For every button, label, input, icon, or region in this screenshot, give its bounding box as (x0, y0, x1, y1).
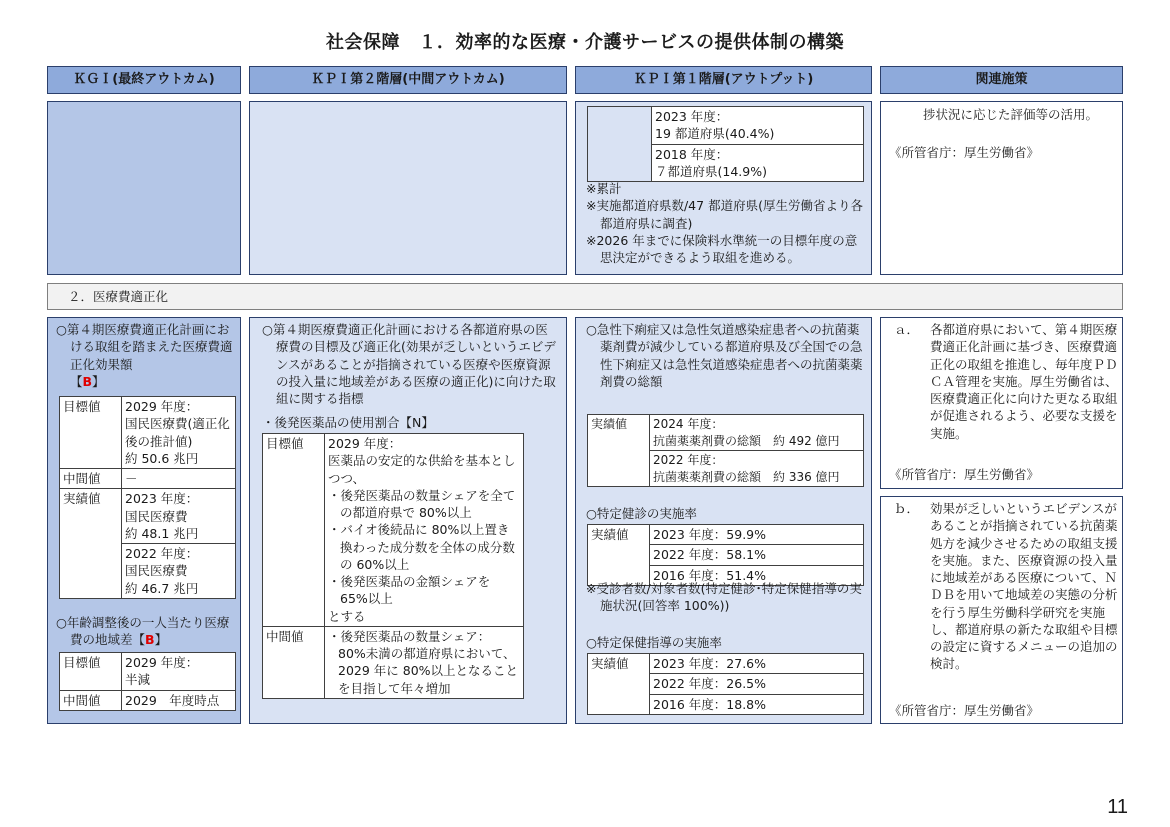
kpi2-target-value: 2029 年度： 医薬品の安定的な供給を基本としつつ、 ・後発医薬品の数量シェアを全て の都道府県で 80%以上 ・バイオ後続品に 80%以上置き換わった成分数を全体の成分数の 60%以上 ・後発医薬品の金額シェアを 65%以上 とする (325, 434, 524, 627)
kgi-item2: ○年齢調整後の一人当たり医療費の地域差【B】 (56, 615, 230, 648)
kgi-table1: 目標値 2029 年度： 国民医療費(適正化後の推計値) 約 50.6 兆円 中間値 － 実績値 2023 年度： 国民医療費 約 48.1 兆円 2022 年度： 国民医療費 約 46.7 兆円 (59, 396, 236, 599)
kpi1-item1: ○急性下痢症又は急性気道感染症患者への抗菌薬薬剤費が減少している都道府県及び全国での急性下痢症又は急性気道感染症患者への抗菌薬薬剤費の総額 (586, 322, 863, 389)
policy-a-ministry: 《所管省庁：厚生労働省》 (889, 467, 1040, 482)
top-kgi-cell (47, 101, 241, 275)
top-kpi1-notes: ※累計 ※実施都道府県数/47 都道府県(厚生労働省より各都道府県に調査) ※2026 年までに保険料水準統一の目標年度の意思決定ができるよう取組を進める。 (586, 181, 863, 265)
kgi-table2: 目標値 2029 年度： 半減 中間値 2029 年度時点 (59, 652, 236, 711)
policy-a: ａ． 各都道府県において、第４期医療費適正化計画に基づき、医療費適正化の取組を推進し、毎年度ＰＤＣＡ管理を実施。厚生労働省は、医療費適正化に向けた更なる取組が促進されるよう、必要な支援を実施。 (894, 322, 1118, 441)
header-kpi2: ＫＰＩ第２階層(中間アウトカム) (249, 66, 567, 94)
header-policy: 関連施策 (880, 66, 1123, 94)
kpi1-item2: ○特定健診の実施率 (586, 506, 697, 521)
top-kpi1-table (587, 106, 864, 182)
kpi1-table3: 実績値 2023 年度：27.6% 2022 年度：26.5% 2016 年度：18.8% (587, 653, 864, 715)
policy-b: ｂ． 効果が乏しいというエビデンスがあることが指摘されている抗菌薬処方を減少させるための取組支援を実施。また、医療資源の投入量に地域差がある医療について、ＮＤＢを用いて地域差の実態の分析を行う厚生労働科学研究を実施し、都道府県の新たな取組や目標の設定に資するメニューの追加の検討。 (894, 501, 1118, 672)
kpi1-cell (575, 317, 872, 724)
kpi2-sub: ・後発医薬品の使用割合【N】 (262, 415, 434, 430)
top-kpi1-cell (575, 101, 872, 275)
kgi-rank-badge-2: B (145, 632, 155, 648)
top-policy-cell: 捗状況に応じた評価等の活用。 《所管省庁：厚生労働省》 (880, 101, 1123, 275)
kpi1-table1: 実績値 2024 年度： 抗菌薬薬剤費の総額 約 492 億円 2022 年度： 抗菌薬薬剤費の総額 約 336 億円 (587, 414, 864, 487)
kpi2-cell (249, 317, 567, 724)
page-number: 11 (1107, 796, 1128, 818)
kpi2-mid-value: ・後発医薬品の数量シェア： 80%未満の都道府県において、2029 年に 80%以上となることを目指して年々増加 (325, 626, 524, 698)
kgi-cell (47, 317, 241, 724)
kpi1-note2: ※受診者数/対象者数(特定健診･特定保健指導の実施状況(回答率 100%)) (586, 581, 862, 614)
top-kpi1-row2: 2018 年度： ７都道府県(14.9%) (652, 144, 864, 182)
kpi1-table2: 実績値 2023 年度：59.9% 2022 年度：58.1% 2016 年度：51.4% (587, 524, 864, 586)
policy-b-ministry: 《所管省庁：厚生労働省》 (889, 703, 1040, 718)
page-title: 社会保障 １．効率的な医療・介護サービスの提供体制の構築 (326, 32, 844, 53)
kgi-rank-badge: B (82, 373, 93, 389)
kpi2-intro: ○第４期医療費適正化計画における各都道府県の医療費の目標及び適正化(効果が乏しいというエビデンスがあることが指摘されている医療や医療資源の投入量に地域差がある医療の適正化)に向けた取組に関する指標 (262, 322, 556, 406)
policy-a-cell (880, 317, 1123, 489)
top-kpi2-cell (249, 101, 567, 275)
kpi1-item3: ○特定保健指導の実施率 (586, 635, 722, 650)
top-kpi1-row1: 2023 年度： 19 都道府県(40.4%) (652, 107, 864, 145)
section-bar: ２．医療費適正化 (47, 283, 1123, 310)
header-kpi1: ＫＰＩ第１階層(アウトプット) (575, 66, 872, 94)
policy-b-cell (880, 496, 1123, 724)
header-kgi: ＫＧＩ(最終アウトカム) (47, 66, 241, 94)
kpi2-table: 目標値 2029 年度： 医薬品の安定的な供給を基本としつつ、 ・後発医薬品の数量シェアを全て の都道府県で 80%以上 ・バイオ後続品に 80%以上置き換わった成分数を全体の成分数の 60%以上 ・後発医薬品の金額シェアを 65%以上 とする 中間値 ・後発医薬品の数量シェア： 80%未満の都道府県において、2029 年に 80%以上となることを目指して年々増加 (262, 433, 524, 699)
kgi-item1: ○第４期医療費適正化計画における取組を踏まえた医療費適正化効果額 【B】 (56, 322, 233, 389)
